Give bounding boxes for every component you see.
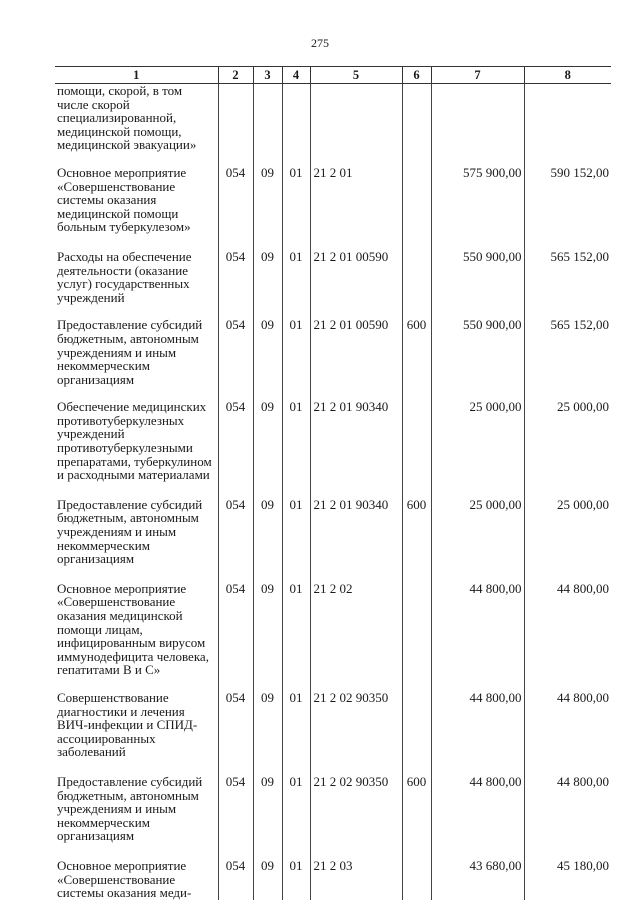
section-code: 09 xyxy=(253,248,282,316)
amount-year-2: 45 180,00 xyxy=(524,857,611,900)
column-header: 1 xyxy=(55,67,218,84)
expense-type-code: 600 xyxy=(402,773,431,857)
ministry-code: 054 xyxy=(218,689,253,773)
column-header: 5 xyxy=(310,67,402,84)
table-row xyxy=(55,84,611,164)
target-article-code: 21 2 02 90350 xyxy=(310,689,402,773)
section-code: 09 xyxy=(253,496,282,580)
subsection-code: 01 xyxy=(282,580,310,689)
row-description: Предоставление субсидий бюджетным, автономным учреждениям и иным некоммерческим организациям xyxy=(57,317,203,387)
table-row xyxy=(55,496,611,580)
section-code: 09 xyxy=(253,857,282,900)
row-description: Предоставление субсидий бюджетным, автономным учреждениям и иным некоммерческим организациям xyxy=(57,773,203,844)
table-row xyxy=(55,248,611,316)
subsection-code: 01 xyxy=(282,773,310,857)
expense-type-code: 600 xyxy=(402,316,431,398)
subsection-code: 01 xyxy=(282,689,310,773)
column-header: 6 xyxy=(402,67,431,84)
column-header: 4 xyxy=(282,67,310,84)
ministry-code xyxy=(218,84,253,164)
section-code: 09 xyxy=(253,689,282,773)
target-article-code xyxy=(310,84,402,164)
table-row xyxy=(55,316,611,398)
row-description: Предоставление субсидий бюджетным, автономным учреждениям и иным некоммерческим организациям xyxy=(57,496,203,567)
amount-year-2: 565 152,00 xyxy=(524,316,611,398)
amount-year-2: 565 152,00 xyxy=(524,248,611,316)
column-header: 3 xyxy=(253,67,282,84)
subsection-code: 01 xyxy=(282,164,310,248)
row-description: Расходы на обеспечение деятельности (оказание услуг) государственных учреждений xyxy=(57,248,192,305)
amount-year-2 xyxy=(524,84,611,164)
subsection-code: 01 xyxy=(282,316,310,398)
row-description: Основное мероприятие «Совершенствование системы оказания меди- xyxy=(57,857,192,901)
expense-type-code xyxy=(402,248,431,316)
table-row xyxy=(55,580,611,689)
target-article-code: 21 2 03 xyxy=(310,857,402,900)
target-article-code: 21 2 01 90340 xyxy=(310,496,402,580)
target-article-code: 21 2 02 90350 xyxy=(310,773,402,857)
target-article-code: 21 2 02 xyxy=(310,580,402,689)
section-code: 09 xyxy=(253,316,282,398)
section-code: 09 xyxy=(253,773,282,857)
amount-year-2: 25 000,00 xyxy=(524,398,611,496)
ministry-code: 054 xyxy=(218,496,253,580)
amount-year-1: 550 900,00 xyxy=(431,248,524,316)
amount-year-1: 44 800,00 xyxy=(431,689,524,773)
ministry-code: 054 xyxy=(218,316,253,398)
ministry-code: 054 xyxy=(218,857,253,900)
expense-type-code xyxy=(402,164,431,248)
table-row xyxy=(55,857,611,900)
row-description: Основное мероприятие «Совершенствование оказания медицинской помощи лицам, инфицированным вирусом иммунодефицита человека, гепатитами В и С» xyxy=(57,580,209,678)
amount-year-1 xyxy=(431,84,524,164)
subsection-code: 01 xyxy=(282,857,310,900)
row-description: Совершенствование диагностики и лечения ВИЧ-инфекции и СПИД-ассоциированных заболеваний xyxy=(57,689,198,760)
amount-year-1: 44 800,00 xyxy=(431,580,524,689)
amount-year-2: 44 800,00 xyxy=(524,773,611,857)
column-header: 7 xyxy=(431,67,524,84)
ministry-code: 054 xyxy=(218,580,253,689)
amount-year-2: 25 000,00 xyxy=(524,496,611,580)
table-row xyxy=(55,164,611,248)
subsection-code: 01 xyxy=(282,398,310,496)
expense-type-code xyxy=(402,857,431,900)
target-article-code: 21 2 01 00590 xyxy=(310,248,402,316)
amount-year-1: 43 680,00 xyxy=(431,857,524,900)
amount-year-1: 25 000,00 xyxy=(431,398,524,496)
amount-year-2: 44 800,00 xyxy=(524,580,611,689)
expense-type-code xyxy=(402,84,431,164)
section-code xyxy=(253,84,282,164)
column-header: 8 xyxy=(524,67,611,84)
page-number: 275 xyxy=(311,36,329,50)
expense-type-code xyxy=(402,580,431,689)
amount-year-1: 550 900,00 xyxy=(431,316,524,398)
target-article-code: 21 2 01 90340 xyxy=(310,398,402,496)
amount-year-1: 25 000,00 xyxy=(431,496,524,580)
ministry-code: 054 xyxy=(218,248,253,316)
ministry-code: 054 xyxy=(218,164,253,248)
table-row xyxy=(55,398,611,496)
row-description: Основное мероприятие «Совершенствование системы оказания медицинской помощи больным туберкулезом» xyxy=(57,164,191,235)
amount-year-1: 575 900,00 xyxy=(431,164,524,248)
subsection-code: 01 xyxy=(282,248,310,316)
column-header: 2 xyxy=(218,67,253,84)
amount-year-2: 44 800,00 xyxy=(524,689,611,773)
budget-table xyxy=(55,66,611,900)
section-code: 09 xyxy=(253,398,282,496)
row-description: Обеспечение медицинских противотуберкулезных учреждений противотуберкулезными препаратами, туберкулином и расходными материалами xyxy=(57,399,212,483)
expense-type-code xyxy=(402,689,431,773)
target-article-code: 21 2 01 00590 xyxy=(310,316,402,398)
row-description: помощи, скорой, в том числе скорой специализированной, медицинской помощи, медицинской эвакуации» xyxy=(57,83,197,153)
amount-year-2: 590 152,00 xyxy=(524,164,611,248)
table-row xyxy=(55,689,611,773)
table-row xyxy=(55,773,611,857)
amount-year-1: 44 800,00 xyxy=(431,773,524,857)
table-header-row xyxy=(55,67,611,84)
subsection-code xyxy=(282,84,310,164)
ministry-code: 054 xyxy=(218,398,253,496)
ministry-code: 054 xyxy=(218,773,253,857)
target-article-code: 21 2 01 xyxy=(310,164,402,248)
subsection-code: 01 xyxy=(282,496,310,580)
section-code: 09 xyxy=(253,164,282,248)
expense-type-code xyxy=(402,398,431,496)
section-code: 09 xyxy=(253,580,282,689)
expense-type-code: 600 xyxy=(402,496,431,580)
